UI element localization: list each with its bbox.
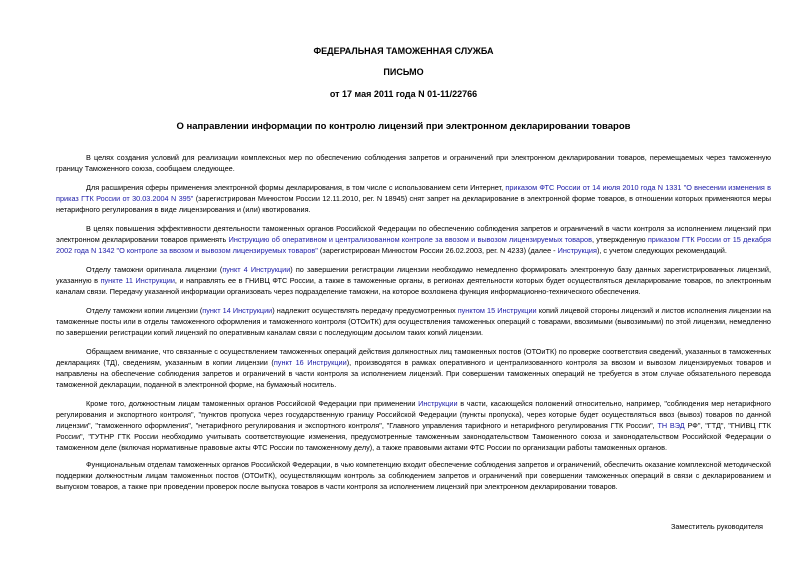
paragraph-text: копий лицевой стороны лицензий и листов исполнения лицензии на таможенные посты или в отделы таможенного оформления и таможенного контроля (ОТОиТК) для осуществления таможенных операций с товарами, ввозимыми (вывозимыми) по этой лицензии, немедленно по завершении регистрации копий лицензий по оперативным каналам связи с последующим досылом таких копий лицензии.: [56, 306, 772, 337]
document-link[interactable]: пункт 4 Инструкции: [222, 265, 291, 274]
paragraph-text: ) надлежит осуществлять передачу предусмотренных: [272, 306, 458, 315]
document-link[interactable]: пунктом 15 Инструкции: [457, 306, 537, 315]
document-type: ПИСЬМО: [383, 67, 424, 77]
document-link[interactable]: приказом ФТС России от 14 июля 2010 года N 1331 "О внесении изменения в приказ ГТК России от 30.03.2004 N 395": [56, 183, 771, 203]
paragraph-text: РФ", "ГТД", "ГНИВЦ ГТК России", "ГУТНР ГТК России необходимо учитывать соответствующие изменения, предусмотренные таможенным законодательством Таможенного союза и законодательством Российской Федерации о таможенном деле (включая нормативные правовые акты ФТС России по таможенному делу), а также правовыми актами ФТС России по организации работы таможенных органов.: [56, 421, 771, 452]
document-link[interactable]: пункте 11 Инструкции: [100, 276, 175, 285]
document-date-number: от 17 мая 2011 года N 01-11/22766: [329, 89, 478, 99]
paragraph-6: [56, 346, 771, 390]
document-link[interactable]: Инструкцию об оперативном и централизованном контроле за ввозом и вывозом лицензируемых товаров: [228, 235, 592, 244]
document-title: О направлении информации по контролю лицензий при электронном декларировании товаров: [176, 121, 631, 132]
paragraph-text: (зарегистрирован Минюстом России 26.02.2003, рег. N 4233) (далее -: [317, 246, 558, 255]
paragraph-text: Отделу таможни копии лицензии (: [86, 306, 203, 315]
paragraph-text: В целях создания условий для реализации комплексных мер по обеспечению соблюдения запретов и ограничений при электронном декларировании товаров, перемещаемых через таможенную границу Таможенного союза, сообщаем следующее.: [56, 153, 771, 173]
paragraph-1: [56, 152, 771, 174]
paragraph-text: В целях повышения эффективности деятельности таможенных органов Российской Федерации по обеспечению соблюдения запретов и ограничений в части контроля за исполнением лицензий при электронном декларировании товаров применять: [56, 224, 771, 244]
paragraph-text: , и направлять ее в ГНИВЦ ФТС России, а также в таможенные органы, в регионах деятельности которых будет осуществляться декларирование товаров, по электронным каналам связи. Передачу указанной информации организовать через подразделение таможни, на которое возложена функция информационно-технического обеспечения.: [56, 276, 771, 296]
document-link[interactable]: Инструкции: [418, 399, 458, 408]
paragraph-7: [56, 398, 771, 453]
paragraph-text: , утвержденную: [591, 235, 648, 244]
document-link[interactable]: Инструкция: [557, 246, 597, 255]
paragraph-text: (зарегистрирован Минюстом России 12.11.2010, рег. N 18945) снят запрет на декларирование в электронной форме товаров, в отношении которых применяются меры нетарифного регулирования в виде лицензирования и (или) квотирования.: [56, 194, 772, 214]
document-link[interactable]: пункт 14 Инструкции: [202, 306, 273, 315]
document-link[interactable]: пункт 16 Инструкции: [273, 358, 347, 367]
paragraph-text: Для расширения сферы применения электронной формы декларирования, в том числе с использованием сети Интернет,: [86, 183, 506, 192]
paragraph-text: Обращаем внимание, что связанные с осуществлением таможенных операций действия должностных лиц таможенных постов (ОТОиТК) по проверке соответствия сведений, указанных в таможенных декларациях (ТД), сведениям, указанным в копии лицензии (: [56, 347, 771, 367]
signature-title: Заместитель руководителя: [670, 522, 763, 531]
paragraph-5: [56, 305, 771, 338]
document-link[interactable]: приказом ГТК России от 15 декабря 2002 года N 1342 "О контроле за ввозом и вывозом лицензируемых товаров": [56, 235, 771, 255]
paragraph-2: [56, 182, 771, 215]
paragraph-text: Отделу таможни оригинала лицензии (: [86, 265, 223, 274]
paragraph-8: [56, 459, 771, 492]
paragraph-3: [56, 223, 771, 256]
paragraph-text: ), производятся в рамках оперативного и централизованного контроля за ввозом и вывозом лицензируемых товаров и направлены на обеспечение соблюдения запретов и ограничений в части контроля за исполнением лицензий. При совершении таможенных операций не требуется в этом случае обязательного перевода таможенной декларации, поданной в электронной форме, на бумажный носитель.: [56, 358, 771, 389]
document-link[interactable]: ТН ВЭД: [657, 421, 685, 430]
paragraph-text: Кроме того, должностным лицам таможенных органов Российской Федерации при применении: [86, 399, 419, 408]
paragraph-text: ) по завершении регистрации лицензии необходимо немедленно формировать электронную базу данных зарегистрированных лицензий, указанную в: [56, 265, 771, 285]
agency-name: ФЕДЕРАЛЬНАЯ ТАМОЖЕННАЯ СЛУЖБА: [313, 46, 494, 56]
paragraph-4: [56, 264, 771, 297]
paragraph-text: в части, касающейся положений относительно, например, "соблюдения мер нетарифного регулирования и экспортного контроля", "пунктов пропуска через государственную границу Российской Федерации (пункты пропуска), через которые будет осуществляться ввоз (вывоз) товаров по данной лицензии", "таможенного оформления", "нетарифного регулирования и экспортного контроля", "Главного управления тарифного и нетарифного регулирования ГТК России",: [56, 399, 771, 430]
paragraph-text: ), с учетом следующих рекомендаций.: [596, 246, 727, 255]
paragraph-text: Функциональным отделам таможенных органов Российской Федерации, в чью компетенцию входит обеспечение соблюдения запретов и ограничений, обеспечить оказание комплексной методической поддержки должностным лицам таможенных постов (ОТОиТК), осуществляющим контроль за соблюдением запретов и ограничений при совершении таможенных операций в связи с декларированием и выпуском товаров, а также при проведении проверок после выпуска товаров в части контроля за исполнением лицензий при электронном декларировании товаров.: [56, 460, 771, 491]
